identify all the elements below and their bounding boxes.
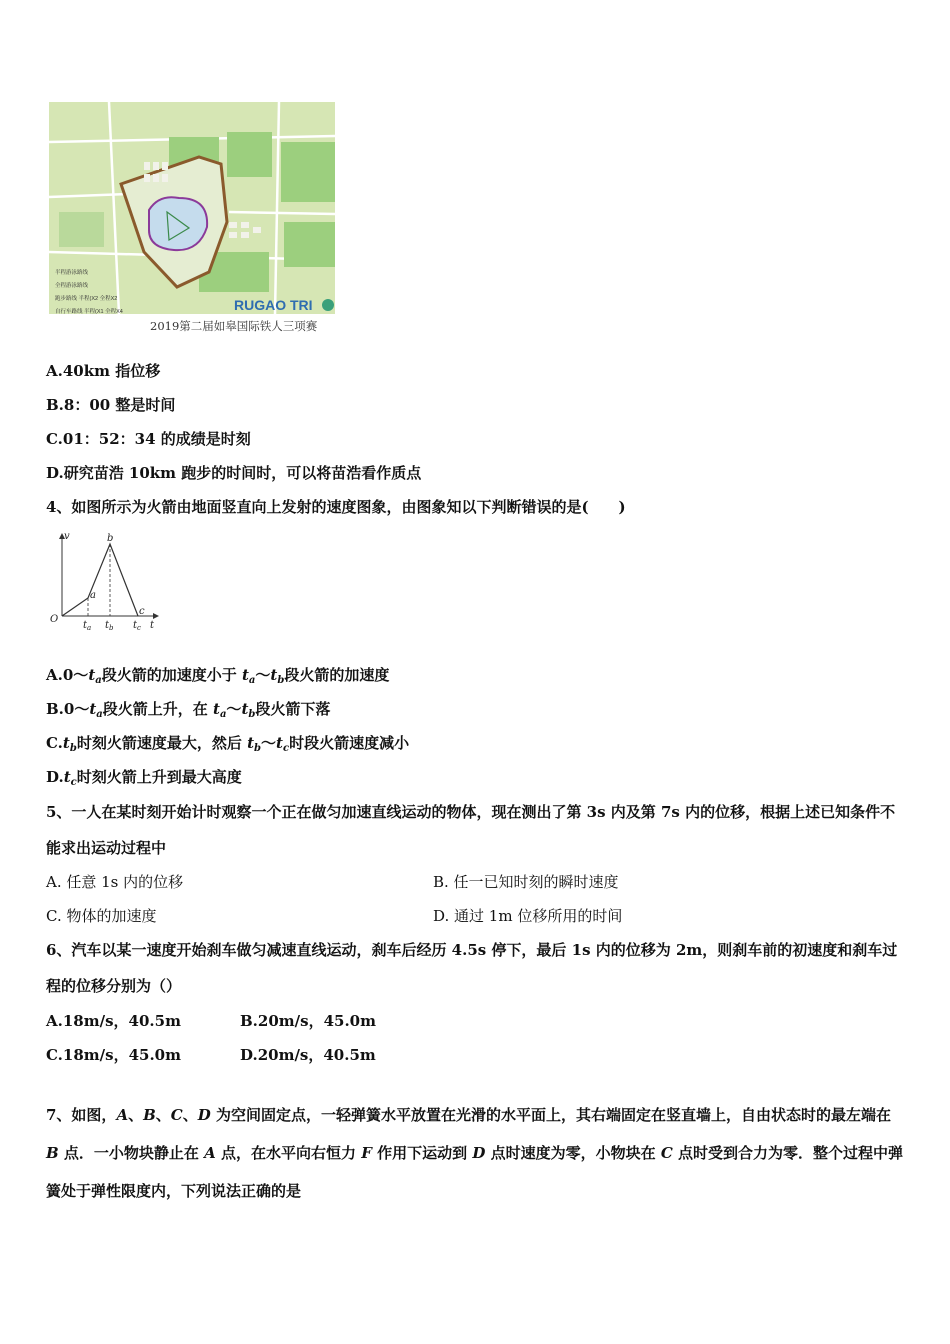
- q6-option-c[interactable]: C.18m/s，45.0m: [46, 1046, 181, 1064]
- q5-stem: 5、一人在某时刻开始计时观察一个正在做匀加速直线运动的物体，现在测出了第 3s 内及第 7s 内的位移，根据上述已知条件不能求出运动过程中: [46, 803, 896, 857]
- q3-option-d[interactable]: D.研究苗浩 10km 跑步的时间时，可以将苗浩看作质点: [46, 464, 422, 482]
- q5-option-c[interactable]: C. 物体的加速度: [46, 907, 157, 925]
- map-caption: 2019第二届如皋国际铁人三项赛: [150, 319, 318, 333]
- origin-label: O: [50, 614, 59, 625]
- tick-tc-label: $t_c$: [133, 620, 141, 632]
- logo-emblem-icon: [322, 299, 334, 311]
- q6-stem: 6、汽车以某一速度开始刹车做匀减速直线运动，刹车后经历 4.5s 停下，最后 1s 内的位移为 2m，则刹车前的初速度和刹车过程的位移分别为（）: [46, 941, 898, 995]
- q4-option-a[interactable]: $A.0\sim t_a$段火箭的加速度小于 $t_a\sim t_b$段火箭的加速度: [46, 666, 390, 686]
- q6-option-b[interactable]: B.20m/s，45.0m: [240, 1012, 376, 1030]
- tick-tb-label: $t_b$: [105, 620, 114, 632]
- tick-ta-label: $t_a$: [83, 620, 92, 632]
- map-legend-full-swim: 全程游泳路线: [55, 283, 89, 289]
- axis-t-label: t: [150, 620, 155, 631]
- rocket-velocity-graph: [46, 530, 166, 634]
- point-b-label: b: [107, 533, 114, 544]
- q4-option-b[interactable]: $B.0\sim t_a$段火箭上升，在 $t_a\sim t_b$段火箭下落: [46, 700, 331, 720]
- q6-option-d[interactable]: D.20m/s，40.5m: [240, 1046, 376, 1064]
- point-a-label: a: [90, 590, 96, 601]
- q4-option-d[interactable]: $D.t_c$时刻火箭上升到最大高度: [46, 768, 242, 788]
- q3-option-a[interactable]: A.40km 指位移: [46, 362, 161, 380]
- q7-stem: 7、如图，A、B、C、D 为空间固定点，一轻弹簧水平放置在光滑的水平面上，其右端固定在竖直墙上，自由状态时的最左端在 B 点．一小物块静止在 A 点，在水平向右恒力 F 作用下运动到 D 点时速度为零，小物块在 C 点时受到合力为零．整个过程中弹簧处于弹性限度内，下列说法正确的是: [46, 1106, 903, 1200]
- q3-option-c[interactable]: C.01：52：34 的成绩是时刻: [46, 430, 251, 448]
- map-legend-run: 跑步路线 半程(X2 全程X2: [55, 296, 118, 302]
- axis-v-label: v: [64, 531, 70, 542]
- race-route-map: [49, 102, 335, 314]
- q5-option-a[interactable]: A. 任意 1s 内的位移: [46, 873, 184, 891]
- q5-option-b[interactable]: B. 任一已知时刻的瞬时速度: [433, 873, 619, 891]
- q4-option-c[interactable]: $C.t_b$时刻火箭速度最大，然后 $t_b\sim t_c$时段火箭速度减小: [46, 734, 410, 754]
- q6-option-a[interactable]: A.18m/s，40.5m: [46, 1012, 181, 1030]
- point-c-label: c: [139, 606, 145, 617]
- map-legend-half-swim: 半程游泳路线: [55, 270, 89, 276]
- q3-option-b[interactable]: B.8：00 整是时间: [46, 396, 176, 414]
- q4-stem: 4、如图所示为火箭由地面竖直向上发射的速度图象，由图象知以下判断错误的是( ): [46, 498, 626, 516]
- rugao-tri-logo: RUGAO TRI: [234, 297, 313, 313]
- map-legend-bike: 自行车路线 半程(X1 全程X4: [55, 309, 123, 314]
- q5-option-d[interactable]: D. 通过 1m 位移所用的时间: [433, 907, 623, 925]
